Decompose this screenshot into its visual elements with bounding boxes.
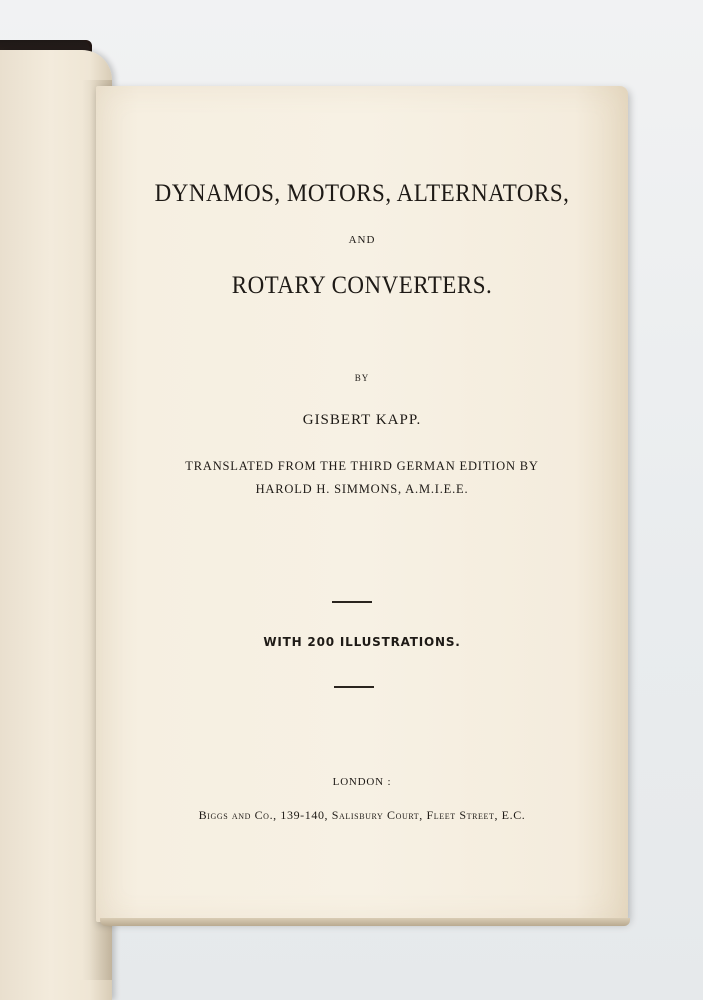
imprint-publisher: Biggs and Co., 139-140, Salisbury Court, Fleet Street, E.C. (198, 808, 526, 822)
page-bottom-edge (100, 918, 630, 926)
title-line-1: DYNAMOS, MOTORS, ALTERNATORS, (154, 178, 570, 207)
by-label: BY (354, 373, 370, 383)
author-name: GISBERT KAPP. (302, 412, 422, 428)
imprint-city: LONDON : (332, 776, 392, 788)
translation-line-1: TRANSLATED FROM THE THIRD GERMAN EDITION BY (185, 459, 539, 473)
divider-rule-bottom (334, 686, 374, 688)
title-conjunction: AND (348, 234, 376, 246)
illustrations-note: WITH 200 ILLUSTRATIONS. (263, 635, 461, 649)
translation-line-2: HAROLD H. SIMMONS, A.M.I.E.E. (255, 482, 469, 496)
divider-rule-top (332, 601, 372, 603)
title-page (96, 86, 628, 922)
title-line-2: ROTARY CONVERTERS. (231, 270, 493, 299)
